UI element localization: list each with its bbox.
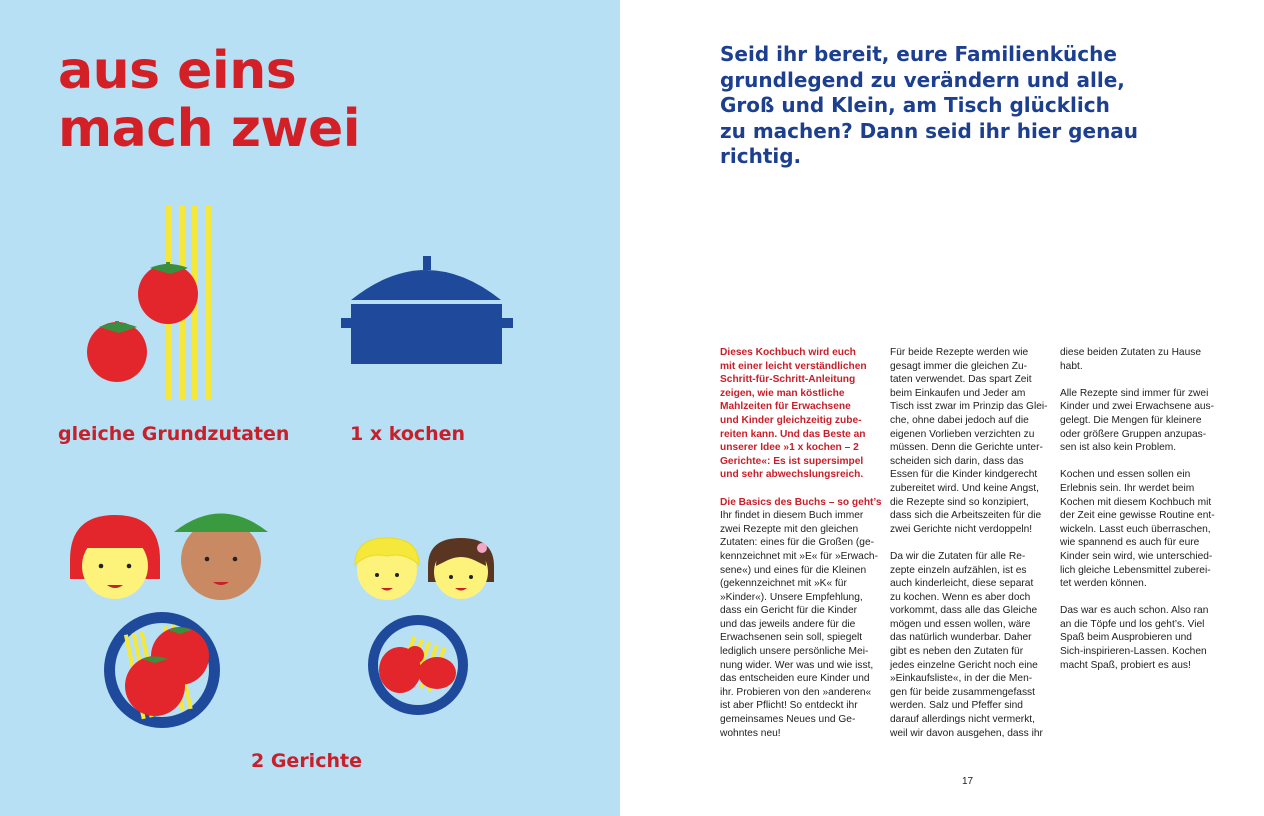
body-line: Tisch isst zwar im Prinzip das Glei- bbox=[890, 401, 1048, 413]
body-line: zubereitet wird. Und keine Angst, bbox=[890, 482, 1039, 494]
body-line: wickeln. Lasst euch überraschen, bbox=[1060, 523, 1211, 535]
body-line: sen ist also kein Problem. bbox=[1060, 442, 1177, 454]
body-line: zwei Gerichte nicht verdoppeln! bbox=[890, 523, 1033, 535]
body-line: weil wir davon ausgehen, dass ihr bbox=[890, 727, 1043, 739]
body-line: gen für beide zusammengefasst bbox=[890, 686, 1035, 698]
body-line: beim Einkaufen und Jeder am bbox=[890, 387, 1026, 399]
body-line: gelegt. Die Mengen für kleinere bbox=[1060, 414, 1202, 426]
text-column-2 bbox=[890, 346, 1050, 754]
body-line: mögen und essen wollen, wäre bbox=[890, 618, 1031, 630]
pot-icon bbox=[341, 256, 513, 364]
body-line: Essen für die Kinder kindgerecht bbox=[890, 469, 1038, 481]
caption-ingredients: gleiche Grundzutaten bbox=[58, 423, 290, 445]
caption-dishes: 2 Gerichte bbox=[251, 750, 362, 772]
body-line: sene«) und eines für die Kleinen bbox=[720, 564, 867, 576]
body-line: gesagt immer die gleichen Zu- bbox=[890, 360, 1028, 372]
body-line: darauf allerdings nicht vermerkt, bbox=[890, 714, 1035, 726]
body-line: Kochen und essen sollen ein bbox=[1060, 469, 1191, 481]
body-line: gibt es neben den Zutaten für bbox=[890, 646, 1024, 658]
body-line: dass sich die Arbeitszeiten für die bbox=[890, 510, 1042, 522]
headline-line: zu machen? Dann seid ihr hier genau bbox=[720, 118, 1139, 143]
body-line: habt. bbox=[1060, 360, 1083, 372]
body-line: eigenen Vorlieben verzichten zu bbox=[890, 428, 1035, 440]
lead-line: unserer Idee »1 x kochen – 2 bbox=[720, 442, 859, 454]
lead-paragraph bbox=[720, 346, 882, 482]
body-line: an die Töpfe und los geht’s. Viel bbox=[1060, 618, 1205, 630]
text-column-1 bbox=[720, 346, 882, 754]
lead-line: Gerichte«: Es ist supersimpel bbox=[720, 455, 864, 467]
adult-face-icon bbox=[174, 514, 268, 601]
body-line: Erlebnis sein. Ihr werdet beim bbox=[1060, 482, 1195, 494]
text-column-3 bbox=[1060, 346, 1220, 686]
plate-icon bbox=[368, 615, 468, 715]
body-line: Zutaten: eines für die Großen (ge- bbox=[720, 537, 875, 549]
body-paragraph bbox=[1060, 346, 1220, 373]
child-face-icon bbox=[428, 538, 494, 599]
body-line: Kinder sein wird, wie unterschied- bbox=[1060, 550, 1213, 562]
body-line: kennzeichnet mit »E« für »Erwach- bbox=[720, 550, 878, 562]
tomato-icon bbox=[138, 262, 198, 324]
body-line: diese beiden Zutaten zu Hause bbox=[1060, 347, 1202, 358]
lead-line: Schritt-für-Schritt-Anleitung bbox=[720, 374, 856, 386]
lead-line: Mahlzeiten für Erwachsene bbox=[720, 401, 851, 413]
lead-line: und sehr abwechslungsreich. bbox=[720, 469, 864, 481]
body-line: zwei Rezepte mit den gleichen bbox=[720, 523, 859, 535]
body-line: zu kochen. Wenn es aber doch bbox=[890, 591, 1031, 603]
body-line: ist aber Pflicht! So entdeckt ihr bbox=[720, 700, 858, 712]
body-line: nung wider. Wer was und wie isst, bbox=[720, 659, 874, 671]
headline-line: grundlegend zu verändern und alle, bbox=[720, 67, 1125, 92]
body-line: Alle Rezepte sind immer für zwei bbox=[1060, 387, 1209, 399]
lead-line: reiten kann. Und das Beste an bbox=[720, 428, 866, 440]
body-line: auch kinderleicht, diese separat bbox=[890, 578, 1034, 590]
body-line: gemeinsames Neues und Ge- bbox=[720, 714, 856, 726]
body-line: ihr. Probieren von den »anderen« bbox=[720, 686, 872, 698]
body-line: Da wir die Zutaten für alle Re- bbox=[890, 550, 1026, 562]
body-line: müssen. Denn die Gerichte unter- bbox=[890, 442, 1043, 454]
section-subheading: Die Basics des Buchs – so geht’s bbox=[720, 496, 882, 508]
tomato-icon bbox=[87, 321, 147, 382]
lead-line: und Kinder gleichzeitig zube- bbox=[720, 414, 862, 426]
lead-line: zeigen, wie man köstliche bbox=[720, 387, 845, 399]
body-line: (gekennzeichnet mit »K« für bbox=[720, 578, 847, 590]
body-line: Spaß beim Ausprobieren und bbox=[1060, 632, 1192, 644]
headline-line: Seid ihr bereit, eure Familienküche bbox=[720, 42, 1117, 66]
body-line: die Rezepte sind so konzipiert, bbox=[890, 496, 1029, 508]
body-line: tet werden können. bbox=[1060, 578, 1147, 590]
right-page bbox=[620, 0, 1264, 816]
body-line: taten verwendet. Das spart Zeit bbox=[890, 374, 1032, 386]
body-paragraph bbox=[890, 550, 1050, 740]
headline-line: richtig. bbox=[720, 144, 802, 168]
caption-cook: 1 x kochen bbox=[350, 423, 466, 445]
adult-face-icon bbox=[70, 515, 160, 599]
body-line: scheiden sich darin, dass das bbox=[890, 455, 1024, 467]
body-line: dass ein Gericht für die Kinder bbox=[720, 605, 858, 617]
body-line: der Zeit eine gewisse Routine ent- bbox=[1060, 510, 1215, 522]
body-paragraph bbox=[890, 346, 1050, 536]
plate-icon bbox=[104, 612, 220, 728]
body-line: lich gleiche Lebensmittel zuberei- bbox=[1060, 564, 1211, 576]
body-line: macht Spaß, probiert es aus! bbox=[1060, 659, 1191, 671]
title-line: mach zwei bbox=[58, 99, 361, 159]
child-face-icon bbox=[355, 538, 419, 600]
body-line: wie spannend es auch für eure bbox=[1060, 537, 1200, 549]
lead-line: mit einer leicht verständlichen bbox=[720, 360, 867, 372]
body-line: Das war es auch schon. Also ran bbox=[1060, 605, 1209, 617]
body-line: zepte einzeln aufzählen, ist es bbox=[890, 564, 1027, 576]
body-paragraph bbox=[1060, 387, 1220, 455]
body-line: und das jeweils andere für die bbox=[720, 618, 856, 630]
body-line: Erwachsenen sein soll, spiegelt bbox=[720, 632, 863, 644]
body-line: lediglich unsere persönliche Mei- bbox=[720, 646, 869, 658]
body-paragraph bbox=[1060, 468, 1220, 590]
page-number: 17 bbox=[962, 776, 974, 787]
body-line: jedes einzelne Gericht noch eine bbox=[890, 659, 1038, 671]
intro-headline bbox=[720, 42, 1140, 170]
title-line: aus eins bbox=[58, 41, 297, 101]
basics-paragraph bbox=[720, 496, 882, 741]
body-paragraph bbox=[1060, 604, 1220, 672]
body-line: das natürlich wunderbar. Daher bbox=[890, 632, 1032, 644]
body-line: vorkommt, dass alle das Gleiche bbox=[890, 605, 1038, 617]
body-line: wohntes neu! bbox=[720, 727, 781, 739]
body-line: Kochen mit diesem Kochbuch mit bbox=[1060, 496, 1212, 508]
body-line: das entscheiden eure Kinder und bbox=[720, 673, 870, 685]
body-line: Für beide Rezepte werden wie bbox=[890, 347, 1029, 358]
illustration bbox=[0, 0, 620, 816]
body-line: Sich-inspirieren-Lassen. Kochen bbox=[1060, 646, 1207, 658]
body-line: werden. Salz und Pfeffer sind bbox=[890, 700, 1023, 712]
headline-line: Groß und Klein, am Tisch glücklich bbox=[720, 93, 1110, 117]
body-line: che, ohne dabei jedoch auf die bbox=[890, 414, 1029, 426]
body-line: Kinder und zwei Erwachsene aus- bbox=[1060, 401, 1215, 413]
left-page bbox=[0, 0, 620, 816]
lead-line: Dieses Kochbuch wird euch bbox=[720, 347, 856, 358]
body-line: »Einkaufsliste«, in der die Men- bbox=[890, 673, 1033, 685]
body-line: Ihr findet in diesem Buch immer bbox=[720, 510, 864, 522]
body-line: oder größere Gruppen anzupas- bbox=[1060, 428, 1207, 440]
body-line: »Kinder«). Unsere Empfehlung, bbox=[720, 591, 863, 603]
